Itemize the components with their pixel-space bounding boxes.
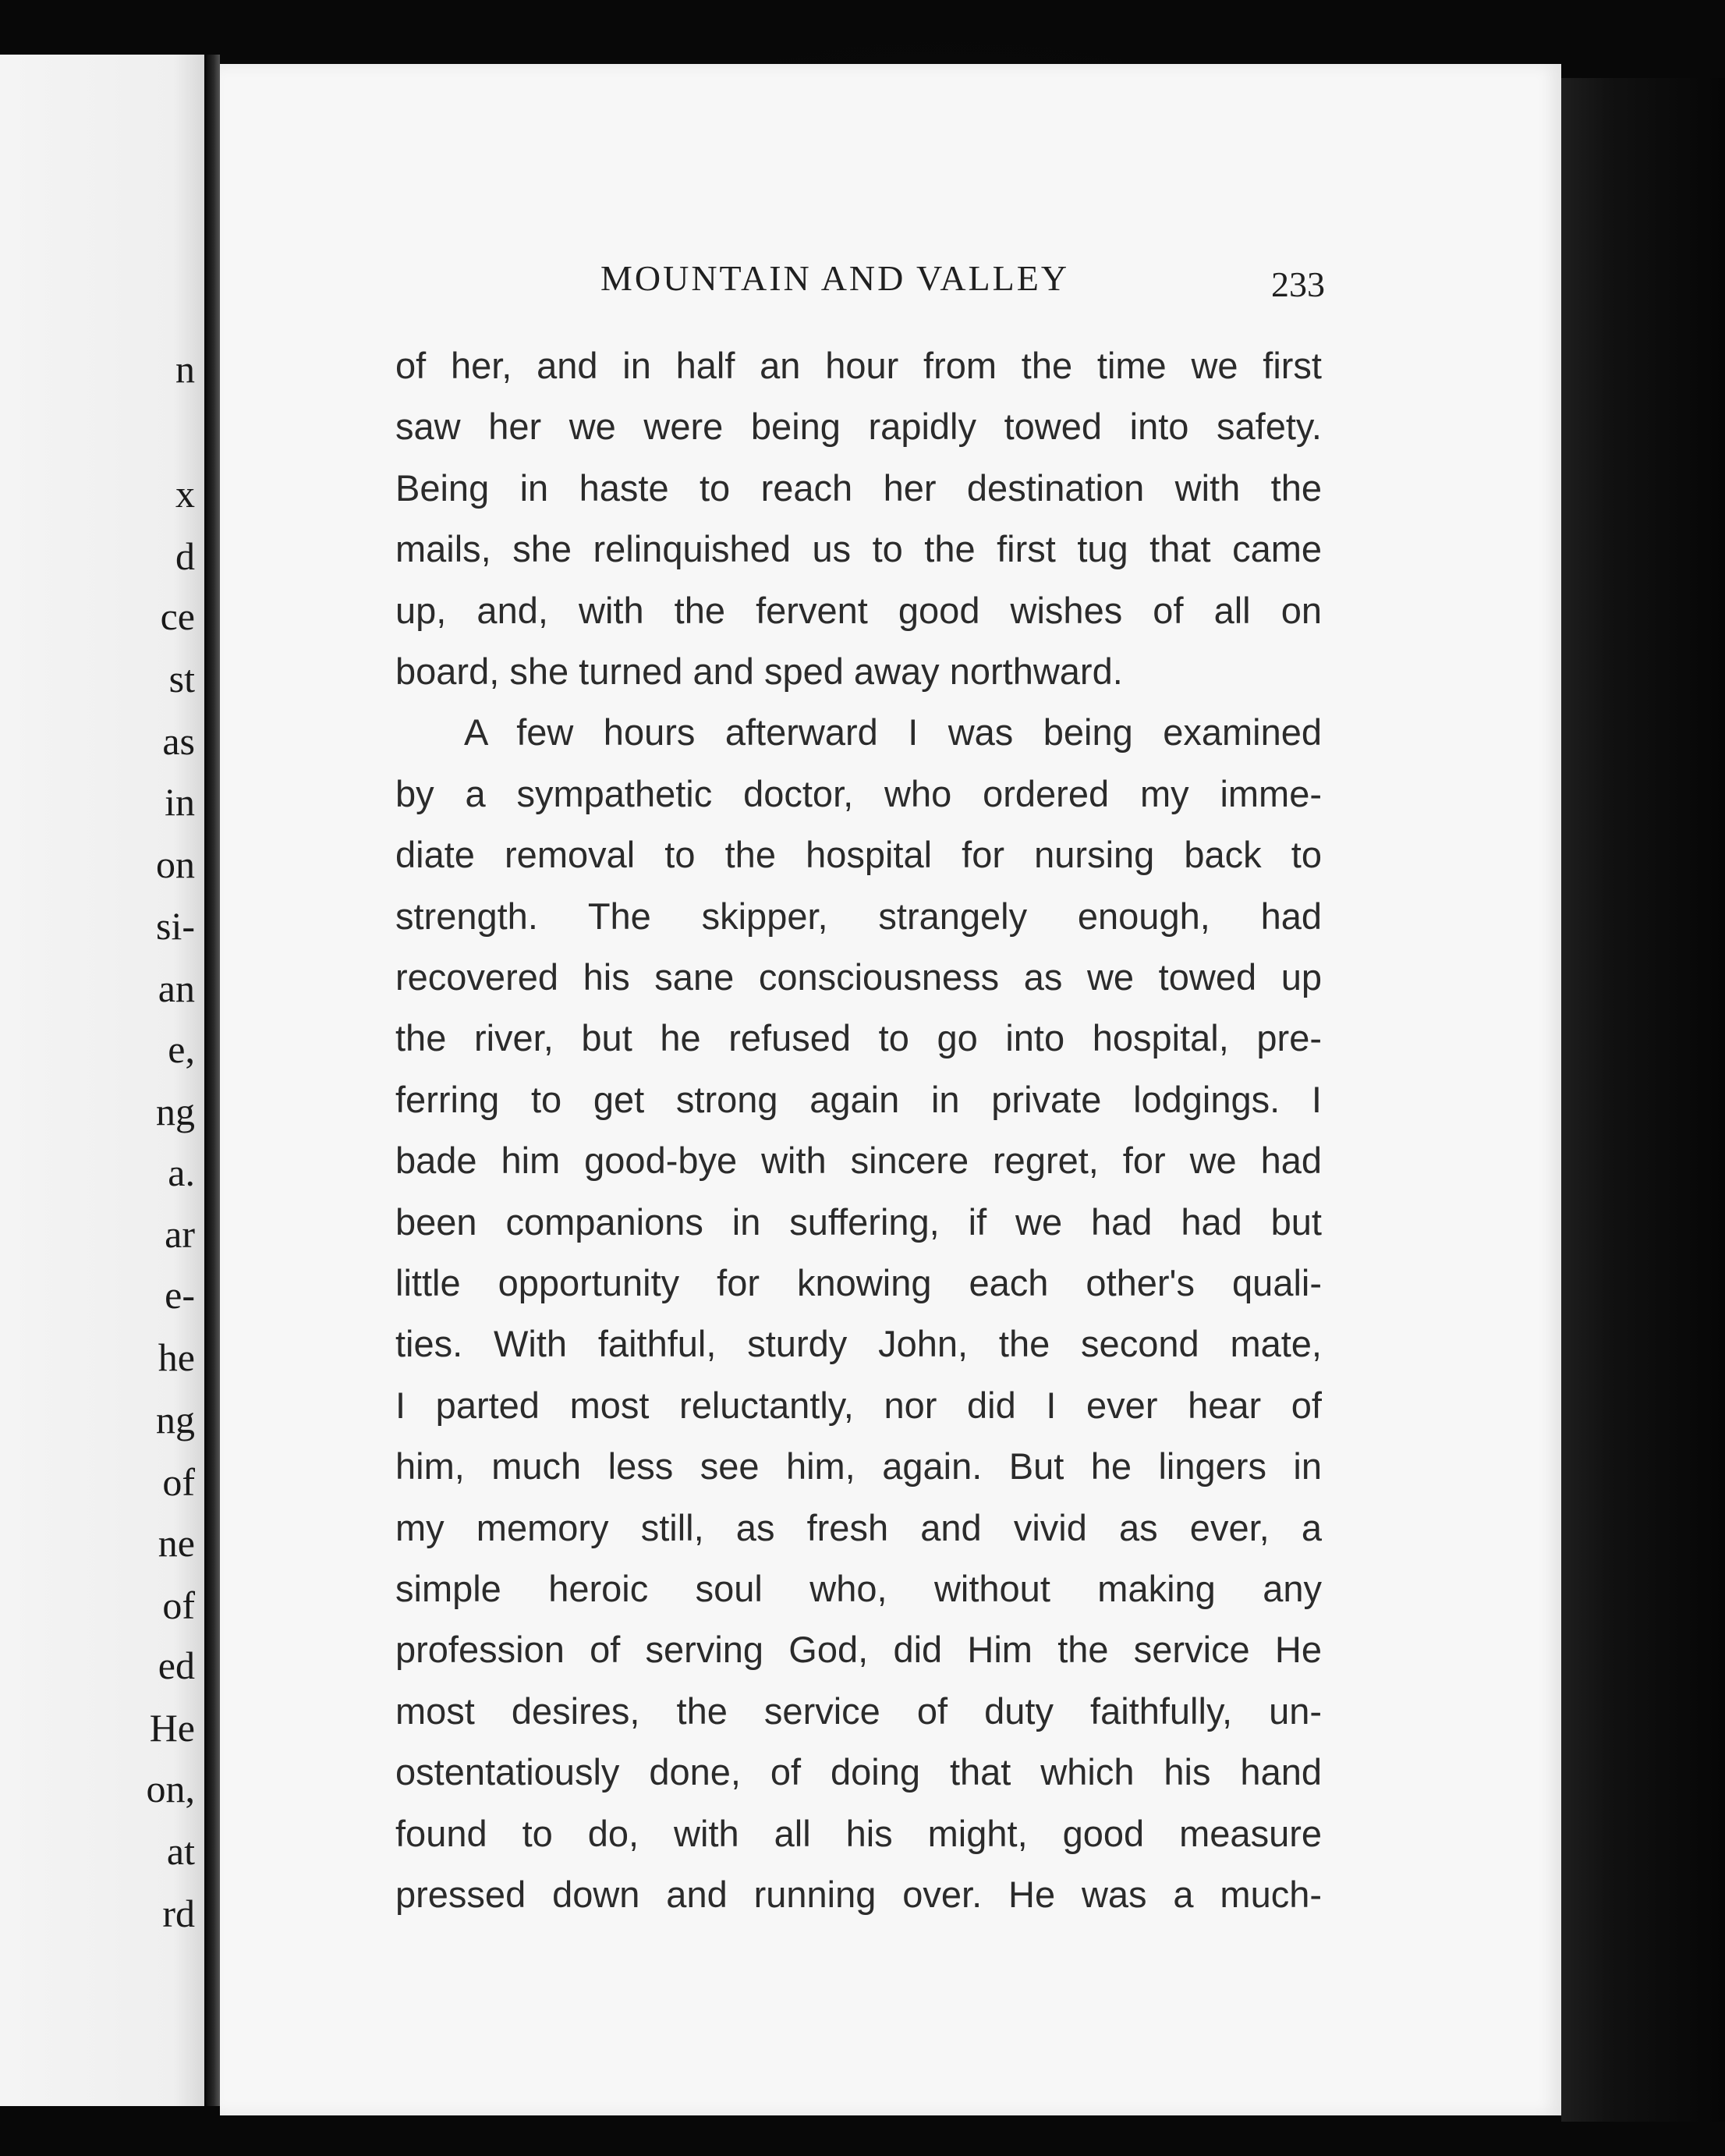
text-line: strength. The skipper, strangely enough, had bbox=[395, 895, 1322, 937]
left-page-fragment: si- bbox=[156, 904, 195, 948]
text-line: little opportunity for knowing each other's quali- bbox=[395, 1262, 1322, 1303]
left-page-fragment: a. bbox=[168, 1151, 195, 1194]
left-page-fragment: of bbox=[162, 1460, 195, 1504]
left-page-fragment: at bbox=[166, 1829, 195, 1873]
text-line: ostentatiously done, of doing that which his hand bbox=[395, 1751, 1322, 1793]
text-line: my memory still, as fresh and vivid as ever, a bbox=[395, 1507, 1322, 1548]
left-page-fragment: n bbox=[175, 347, 195, 391]
text-line: been companions in suffering, if we had had but bbox=[395, 1201, 1322, 1243]
left-page-fragment: ed bbox=[158, 1644, 195, 1687]
left-page-fragment: e- bbox=[165, 1273, 195, 1317]
text-line: mails, she relinquished us to the first tug that came bbox=[395, 528, 1322, 569]
text-line: profession of serving God, did Him the service He bbox=[395, 1629, 1322, 1670]
left-page-fragment: on bbox=[156, 842, 195, 886]
left-page-fragment: ne bbox=[158, 1521, 195, 1565]
left-page-fragment: in bbox=[165, 780, 195, 824]
left-page-fragment: rd bbox=[162, 1892, 195, 1935]
text-line: I parted most reluctantly, nor did I ever hear of bbox=[395, 1385, 1322, 1426]
left-page-fragment: ng bbox=[156, 1090, 195, 1133]
left-page-fragment: an bbox=[158, 966, 195, 1010]
text-line: most desires, the service of duty faithfully, un- bbox=[395, 1690, 1322, 1732]
text-line: A few hours afterward I was being examined bbox=[464, 711, 1322, 753]
left-page-fragment: on, bbox=[146, 1767, 195, 1810]
left-page-fragment: as bbox=[162, 719, 195, 763]
text-line: bade him good-bye with sincere regret, for we had bbox=[395, 1140, 1322, 1181]
left-page-fragment: ce bbox=[160, 594, 195, 638]
text-line: found to do, with all his might, good measure bbox=[395, 1813, 1322, 1854]
left-page-fragment: He bbox=[149, 1706, 195, 1750]
book-gutter bbox=[204, 55, 220, 2106]
text-line: Being in haste to reach her destination with the bbox=[395, 467, 1322, 509]
text-line: diate removal to the hospital for nursing back to bbox=[395, 834, 1322, 875]
text-line: of her, and in half an hour from the time we first bbox=[395, 345, 1322, 386]
text-line: pressed down and running over. He was a much- bbox=[395, 1874, 1322, 1915]
left-page-fragment: of bbox=[162, 1583, 195, 1627]
left-page-fragment: d bbox=[175, 534, 195, 578]
left-facing-page bbox=[0, 55, 204, 2106]
left-page-fragment: ar bbox=[165, 1212, 195, 1256]
left-page-fragment: x bbox=[175, 472, 195, 516]
running-title: MOUNTAIN AND VALLEY bbox=[600, 258, 1070, 298]
text-line: recovered his sane consciousness as we towed up bbox=[395, 956, 1322, 998]
text-line: him, much less see him, again. But he lingers in bbox=[395, 1445, 1322, 1487]
page-edge-shadow bbox=[1561, 78, 1725, 2122]
text-line: simple heroic soul who, without making any bbox=[395, 1568, 1322, 1609]
left-page-fragment: st bbox=[168, 657, 195, 700]
text-line: board, she turned and sped away northward. bbox=[395, 651, 1123, 692]
text-line: by a sympathetic doctor, who ordered my imme- bbox=[395, 773, 1322, 814]
left-page-fragment: he bbox=[158, 1335, 195, 1379]
text-line: ties. With faithful, sturdy John, the second mate, bbox=[395, 1323, 1322, 1364]
text-line: ferring to get strong again in private lodgings. I bbox=[395, 1079, 1322, 1120]
text-line: saw her we were being rapidly towed into safety. bbox=[395, 406, 1322, 447]
left-page-fragment: e, bbox=[168, 1027, 195, 1071]
text-line: up, and, with the fervent good wishes of all on bbox=[395, 590, 1322, 631]
left-page-fragment: ng bbox=[156, 1398, 195, 1441]
page-number: 233 bbox=[1271, 264, 1325, 304]
text-line: the river, but he refused to go into hospital, pre- bbox=[395, 1017, 1322, 1058]
